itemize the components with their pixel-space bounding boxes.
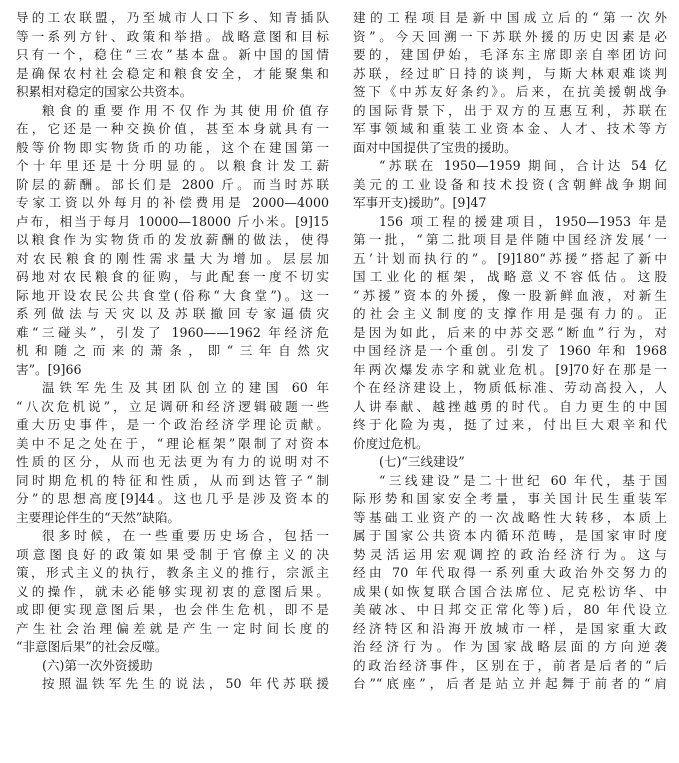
text-line: 治经济行为。作为国家战略层面的方向逆袭	[353, 639, 667, 654]
text-line: 按照温铁军先生的说法，50 年代苏联援	[42, 676, 329, 691]
text-line: 主要理论伴生的“天然”缺陷。	[16, 509, 181, 525]
text-line: 害”。[9]66	[16, 361, 82, 377]
text-line: 第一批，“第二批项目是伴随中国经济发展‘一	[353, 232, 667, 247]
text-line: 156 项工程的援建项目，1950—1953 年是	[379, 213, 667, 229]
text-line: 产生社会治理偏差就是产生一定时间长度的	[16, 620, 329, 636]
text-line: 经济特区和沿海开放城市一样，是国家重大政	[353, 620, 667, 636]
text-line: 的社会主义制度的支撑作用是强有力的。正	[353, 306, 667, 321]
text-line: 价度过危机。	[353, 435, 429, 451]
text-line: 属于国家公共资本内循环范畴，是国家审时度	[353, 528, 667, 543]
text-line: 同时期危机的特征和性质，从而到达管子“制	[16, 472, 329, 488]
text-line: 码地对农民粮食的征购，与此配套一度不切实	[16, 269, 329, 284]
text-line: 对农民粮食的刚性需求量大为增加。层层加	[16, 250, 329, 266]
text-line: 中国经济是一个重创。引发了 1960 年和 1968	[353, 343, 667, 358]
text-line: 建的工程项目是新中国成立后的“第一次外	[353, 10, 667, 25]
text-line: 专家工资以外每月的补偿费用是 2000—4000	[16, 195, 329, 210]
text-line: 以粮食作为实物货币的发放薪酬的做法，使得	[16, 232, 329, 247]
text-line: 项意图良好的政策如果受制于官僚主义的决	[16, 546, 329, 562]
quote-line: “苏联在 1950—1959 期间，合计达 54 亿	[379, 158, 667, 173]
text-line: 卢布，相当于每月 10000—18000 斤小米。[9]15	[16, 213, 329, 229]
text-line: 势灵活运用宏观调控的政治经济行为。这与	[353, 546, 667, 562]
quote-line: 军事开支)援助”。[9]47	[353, 195, 487, 210]
text-line: 很多时候，在一些重要历史场合，包括一	[42, 528, 329, 543]
text-line: “苏援”资本的外援，像一股新鲜血液，对新生	[353, 287, 667, 303]
text-line: 的国际背景下，出于双方的互惠互利，苏联在	[353, 102, 667, 118]
text-line: 资”。今天回溯一下苏联外援的历史因素是必	[353, 28, 667, 44]
text-line: 苏联，经过旷日持的谈判，与斯大林艰难谈判	[353, 65, 667, 81]
section-heading: (六)第一次外资援助	[42, 657, 153, 673]
text-line: 导的工农联盟，乃至城市人口下乡、知青插队	[16, 10, 329, 25]
text-line: 际地开设农民公共食堂(俗称“大食堂”)。这一	[16, 287, 329, 303]
quote-line: 美元的工业设备和技术投资(含朝鲜战争期间	[353, 176, 667, 192]
text-line: 粮食的重要作用不仅作为其使用价值存	[42, 102, 329, 118]
text-line: 是因为如此，后来的中苏交恶“断血”行为，对	[353, 324, 667, 340]
text-line: 五’计划而执行的”。[9]180“苏援”搭起了新中	[353, 250, 667, 266]
text-line: 策，形式主义的执行，教条主义的推行，宗派主	[16, 565, 329, 580]
text-line: 美破冰、中日邦交正常化等)后，80 年代设立	[353, 602, 667, 617]
text-line: 分”的思想高度[9]44。这也几乎是涉及资本的	[16, 491, 329, 506]
right-text-column	[353, 9, 667, 694]
text-line: 难“三碰头”，引发了 1960——1962 年经济危	[16, 324, 329, 340]
text-line: 义的操作，就未必能够实现初衷的意图后果。	[16, 583, 329, 599]
text-line: 台”“底座”，后者是站立并起舞于前者的“肩	[353, 676, 667, 691]
text-line: 个在经济建设上，物质低标准、劳动高投入，人	[353, 380, 667, 395]
text-line: 阶层的薪酬。部长们是 2800 斤。而当时苏联	[16, 176, 329, 192]
text-line: 的政治经济事件，区别在于，前者是后者的“后	[353, 657, 667, 673]
text-line: 系列做法与天灾以及苏联撤回专家逼债灾	[16, 306, 329, 321]
text-line: 要的，建国伊始，毛泽东主席即亲自率团访问	[353, 47, 667, 62]
text-line: 般等价物即实物货币的功能，这个在建国第一	[16, 139, 329, 155]
text-line: 是确保农村社会稳定和粮食安全，才能聚集和	[16, 65, 329, 81]
text-line: 个十年里还是十分明显的。以粮食计发工薪	[16, 158, 329, 173]
text-line: 年两次爆发赤字和就业危机。[9]70好在那是一	[353, 361, 667, 377]
text-line: 温铁军先生及其团队创立的建国 60 年	[42, 380, 329, 395]
left-text-column	[16, 9, 329, 694]
text-line: 在，它还是一种交换价值，甚至本身就具有一	[16, 121, 329, 136]
text-line: 际形势和国家安全考量，事关国计民生重装军	[353, 491, 667, 506]
text-line: “非意图后果”的社会反噬。	[16, 639, 168, 654]
text-line: 美中不足之处在于，“理论框架”限制了对资本	[16, 435, 329, 451]
text-line: 人讲奉献、越挫越勇的时代。自力更生的中国	[353, 398, 667, 414]
text-line: 机和随之而来的萧条，即“三年自然灾	[16, 343, 329, 358]
text-line: 经由 70 年代取得一系列重大政治外交努力的	[353, 565, 667, 580]
text-line: 国工业化的框架，战略意义不容低估。这股	[353, 269, 667, 284]
text-line: 只有一个，稳住“三农”基本盘。新中国的国情	[16, 47, 329, 62]
section-heading: (七)“三线建设”	[379, 454, 465, 469]
text-line: 面对中国提供了宝贵的援助。	[353, 139, 517, 155]
text-line: 等基础工业资产的一次战略性大转移，本质上	[353, 509, 667, 525]
text-line: 成果(如恢复联合国合法席位、尼克松访华、中	[353, 583, 667, 599]
text-line: 性质的区分，从而也无法更为有力的说明对不	[16, 454, 329, 469]
text-line: 军事领域和重装工业资本金、人才、技术等方	[353, 121, 667, 136]
text-line: 或即便实现意图后果，也会伴生危机，即不是	[16, 602, 329, 617]
text-line: 积累相对稳定的国家公共资本。	[16, 84, 193, 99]
text-line: 重大历史事件，是一个政治经济学理论贡献。	[16, 417, 329, 432]
text-line: “三线建设”是二十世纪 60 年代，基于国	[379, 472, 667, 488]
text-line: 终于化险为夷，挺了过来，付出巨大艰辛和代	[353, 417, 667, 432]
text-line: 等一系列方针、政策和举措。战略意图和目标	[16, 28, 329, 44]
text-line: “八次危机说”，立足调研和经济逻辑破题一些	[16, 398, 329, 414]
text-line: 签下《中苏友好条约》。后来，在抗美援朝战争	[353, 84, 667, 99]
